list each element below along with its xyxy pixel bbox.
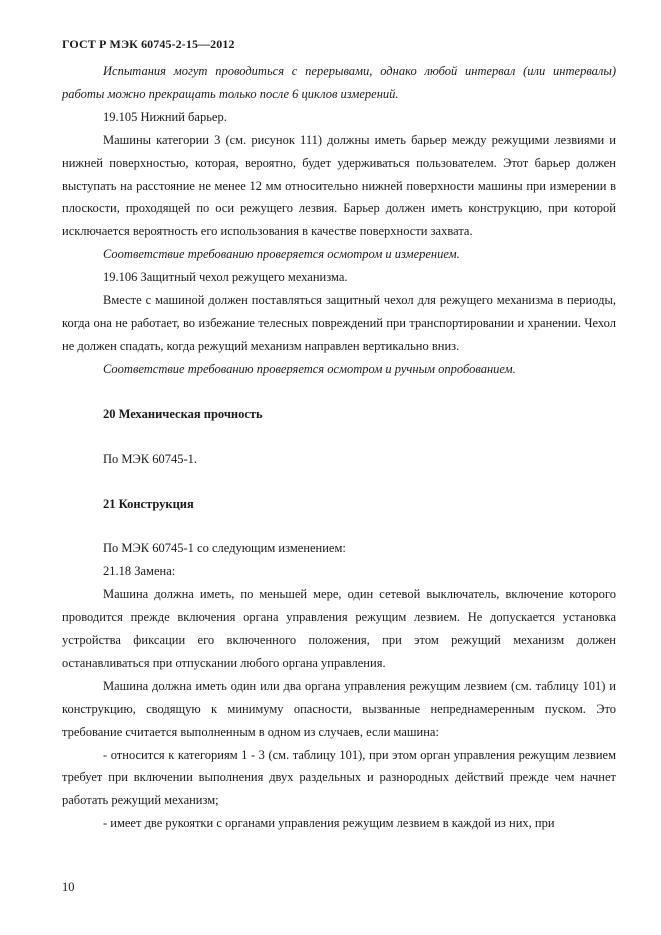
section-21-text: По МЭК 60745-1 со следующим изменением: [103,541,346,556]
list-item-two-handles: - имеет две рукоятки с органами управления режущим лезвием в каждой из них, при [103,816,555,831]
clause-19-105-heading: 19.105 Нижний барьер. [103,109,227,124]
paragraph-blade-controls: Машина должна иметь один или два органа управления режущим лезвием (см. таблицу 101) и конструкцию, сводящую к минимуму опасности, вызванные непреднамеренным пуском. Это требование считается выполненным в одном из случаев, если машина: [62,678,616,739]
paragraph-mains-switch: Машина должна иметь, по меньшей мере, один сетевой выключатель, включение которого проводится прежде включения органа управления режущим лезвием. Не допускается установка устройства фиксации его включенного положения, при этом режущий механизм должен останавливаться при отпускании любого органа управления. [62,587,616,670]
page-number: 10 [62,880,75,894]
clause-21-18-heading: 21.18 Замена: [103,564,176,579]
clause-19-106-heading: 19.106 Защитный чехол режущего механизма. [103,270,348,285]
document-body [62,60,616,835]
list-item-category: - относится к категориям 1 - 3 (см. таблицу 101), при этом орган управления режущим лезвием требует при включении выполнения двух раздельных и разнородных действий прежде чем начнет работать режущий механизм; [62,747,616,808]
paragraph-lower-barrier: Машины категории 3 (см. рисунок 111) должны иметь барьер между режущими лезвиями и нижней поверхностью, которая, вероятно, будет удерживаться пользователем. Этот барьер должен выступать на расстояние не менее 12 мм относительно нижней поверхности машины при измерении в плоскости, проходящей по оси режущего лезвия. Барьер должен иметь конструкцию, при которой исключается вероятность его использования в качестве поверхности захвата. [62,132,616,239]
section-21-title: 21 Конструкция [103,496,194,511]
standard-header: ГОСТ Р МЭК 60745-2-15—2012 [62,37,235,51]
section-20-text: По МЭК 60745-1. [103,451,198,466]
paragraph-compliance-inspection-measurement: Соответствие требованию проверяется осмотром и измерением. [103,247,460,262]
paragraph-compliance-manual-test: Соответствие требованию проверяется осмотром и ручным опробованием. [103,361,516,376]
section-20-title: 20 Механическая прочность [103,406,263,421]
paragraph-test-interval: Испытания могут проводиться с перерывами, однако любой интервал (или интервалы) работы можно прекращать только после 6 циклов измерений. [62,64,616,101]
paragraph-protective-cover: Вместе с машиной должен поставляться защитный чехол для режущего механизма в периоды, когда она не работает, во избежание телесных повреждений при транспортировании и хранении. Чехол не должен спадать, когда режущий механизм направлен вертикально вниз. [62,293,616,353]
